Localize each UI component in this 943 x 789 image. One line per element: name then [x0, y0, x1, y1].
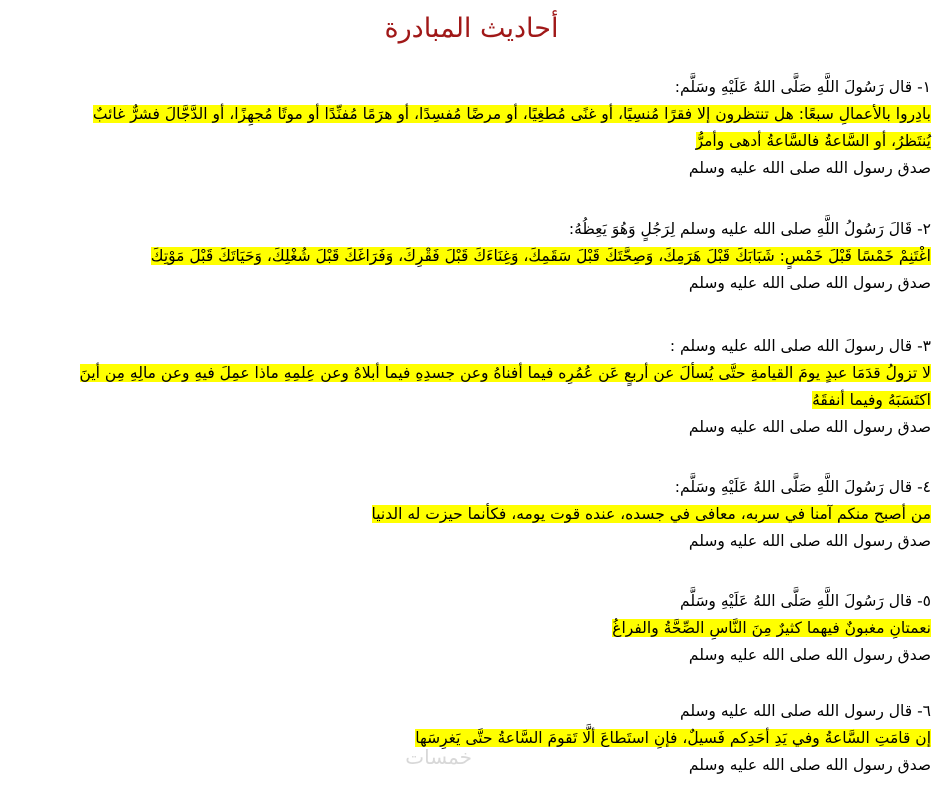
- hadith-text-line: لا تزولُ قدَمَا عبدٍ يومَ القيامةِ حتَّى يُسألَ عن أربعٍ عَن عُمُرِه فيما أفناهُ وعن جسدِهِ فيما أبلاهُ وعن عِلمِهِ ماذا عمِلَ فيهِ وعن مالِهِ مِن أينَ: [79, 364, 931, 382]
- hadith-text-line: يُنتَظرُ، أو السَّاعةُ فالسَّاعةُ أدهى وأمرُّ: [695, 132, 931, 150]
- hadith-text-line: اكتَسَبَهُ وفيما أنفقَهُ: [812, 391, 931, 409]
- hadith-confirmation: صدق رسول الله صلى الله عليه وسلم: [688, 532, 931, 550]
- hadith-text-line: اغْتَنِمْ خَمْسًا قَبْلَ خَمْسٍ: شَبَابَكَ قَبْلَ هَرَمِكَ، وَصِحَّتَكَ قَبْلَ سَقَمِكَ، وَغِنَاءَكَ قَبْلَ فَقْرِكَ، وَفَرَاغَكَ قَبْلَ شُغْلِكَ، وَحَيَاتَكَ قَبْلَ مَوْتِكَ: [150, 247, 931, 265]
- hadith-3: [12, 333, 931, 441]
- hadith-intro: ١- قال رَسُولَ اللَّهِ صَلَّى اللهُ عَلَيْهِ وسَلَّم:: [674, 78, 931, 96]
- hadith-confirmation: صدق رسول الله صلى الله عليه وسلم: [688, 646, 931, 664]
- hadith-confirmation: صدق رسول الله صلى الله عليه وسلم: [688, 159, 931, 177]
- hadith-confirmation: صدق رسول الله صلى الله عليه وسلم: [688, 418, 931, 436]
- watermark-logo: خمسات: [405, 745, 472, 769]
- hadith-5: [12, 588, 931, 669]
- hadith-text-line: نعمتانِ مغبونٌ فيهما كثيرٌ مِنَ النَّاسِ الصِّحَّةُ والفراغُ: [612, 619, 931, 637]
- hadith-text-line: بادِروا بالأعمالِ سبعًا: هل تنتظرون إلا فقرًا مُنسِيًا، أو غنًى مُطغِيًا، أو مرضًا مُفسِدًا، أو هرَمًا مُفنِّدًا أو موتًا مُجهِزًا، أو الدَّجَّالَ فشرٌّ غائبٌ: [92, 105, 931, 123]
- hadith-2: [12, 216, 931, 297]
- hadith-intro: ٤- قال رَسُولَ اللَّهِ صَلَّى اللهُ عَلَيْهِ وسَلَّم:: [674, 478, 931, 496]
- hadith-intro: ٦- قال رسول الله صلى الله عليه وسلم: [680, 702, 931, 720]
- hadith-intro: ٣- قال رسولَ الله صلى الله عليه وسلم :: [669, 337, 931, 355]
- hadith-1: [12, 74, 931, 182]
- hadith-confirmation: صدق رسول الله صلى الله عليه وسلم: [688, 274, 931, 292]
- hadith-text-line: إن قامَتِ السَّاعةُ وفي يَدِ أحَدِكم فَسيلٌ، فإنِ استَطاعَ ألَّا تَقومَ السَّاعةُ حتَّى يَغرِسَها: [415, 729, 931, 747]
- hadith-4: [12, 474, 931, 555]
- page-title: أحاديث المبادرة: [384, 13, 559, 44]
- hadith-text-line: من أصبح منكم آمنا في سربه، معافى في جسده، عنده قوت يومه، فكأنما حيزت له الدنيا: [371, 505, 931, 523]
- hadith-intro: ٢- قَالَ رَسُولُ اللَّهِ صلى الله عليه وسلم لِرَجُلٍ وَهُوَ يَعِظُهُ:: [568, 220, 931, 238]
- hadith-intro: ٥- قال رَسُولَ اللَّهِ صَلَّى اللهُ عَلَيْهِ وسَلَّم: [680, 592, 931, 610]
- hadith-confirmation: صدق رسول الله صلى الله عليه وسلم: [688, 756, 931, 774]
